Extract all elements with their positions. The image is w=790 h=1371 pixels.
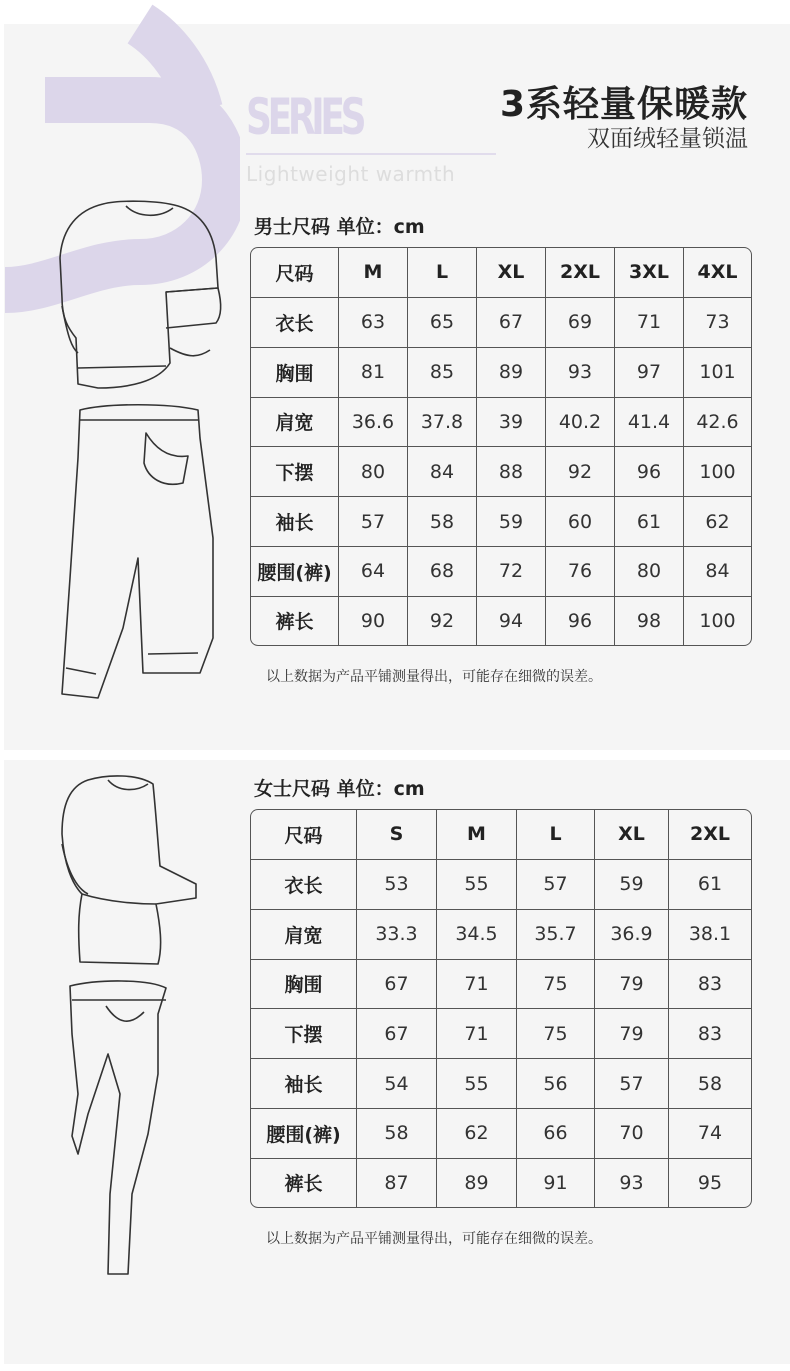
row-label: 下摆 [251,1009,357,1059]
row-label: 衣长 [251,298,339,348]
row-label: 胸围 [251,960,357,1010]
table-cell: 93 [595,1159,669,1207]
table-cell: 75 [517,1009,595,1059]
table-cell: 57 [339,497,408,547]
table-cell: 35.7 [517,910,595,960]
table-cell: 73 [684,298,751,348]
row-label: 裤长 [251,597,339,645]
men-size-heading: 男士尺码 单位：cm [254,216,425,238]
women-garment-illustration [48,774,228,1284]
table-cell: 61 [669,860,751,910]
table-cell: 81 [339,348,408,398]
table-header-row [251,248,751,298]
table-cell: 80 [339,447,408,497]
table-cell: 96 [615,447,684,497]
table-cell: 67 [357,960,437,1010]
table-cell: 61 [615,497,684,547]
table-cell: 75 [517,960,595,1010]
table-cell: 92 [408,597,477,645]
tagline-english: Lightweight warmth [246,162,456,186]
table-cell: 57 [595,1059,669,1109]
table-cell: 67 [357,1009,437,1059]
table-row [251,1059,751,1109]
table-cell: 67 [477,298,546,348]
table-cell: 33.3 [357,910,437,960]
table-cell: 38.1 [669,910,751,960]
column-header: 4XL [684,248,751,298]
table-cell: 84 [408,447,477,497]
table-cell: 71 [437,1009,517,1059]
table-cell: 89 [477,348,546,398]
table-cell: 88 [477,447,546,497]
table-row [251,298,751,348]
column-header: 2XL [546,248,615,298]
table-cell: 59 [477,497,546,547]
column-header: L [517,810,595,860]
row-label: 腰围(裤) [251,547,339,597]
row-label: 胸围 [251,348,339,398]
table-cell: 62 [437,1109,517,1159]
table-row [251,910,751,960]
table-row [251,960,751,1010]
table-cell: 85 [408,348,477,398]
table-cell: 58 [357,1109,437,1159]
table-cell: 36.9 [595,910,669,960]
table-cell: 62 [684,497,751,547]
table-cell: 55 [437,1059,517,1109]
table-cell: 101 [684,348,751,398]
table-row [251,1009,751,1059]
column-header: 2XL [669,810,751,860]
column-header: 尺码 [251,810,357,860]
table-cell: 100 [699,609,736,632]
page-title: 3系轻量保暖款 [499,84,748,125]
table-cell: 87 [357,1159,437,1207]
table-row [251,497,751,547]
table-cell: 59 [595,860,669,910]
table-cell: 60 [546,497,615,547]
table-row [251,348,751,398]
table-row [251,547,751,597]
table-row [251,1159,751,1207]
table-cell: 58 [669,1059,751,1109]
table-header-row [251,810,751,860]
table-cell: 56 [517,1059,595,1109]
table-cell: 71 [437,960,517,1010]
table-cell: 79 [595,1009,669,1059]
column-header: 3XL [615,248,684,298]
table-cell: 94 [477,597,546,645]
table-cell: 42.6 [684,398,751,448]
table-cell: 54 [357,1059,437,1109]
table-cell: 66 [517,1109,595,1159]
column-header: XL [477,248,546,298]
men-size-table [250,247,752,646]
table-cell: 98 [615,597,684,645]
table-cell: 68 [408,547,477,597]
series-wordmark: SERIES [246,88,363,146]
column-header: M [437,810,517,860]
table-cell: 76 [546,547,615,597]
table-cell: 83 [669,960,751,1010]
column-header: 尺码 [251,248,339,298]
table-cell: 96 [546,597,615,645]
table-cell: 71 [615,298,684,348]
series-divider [246,153,496,155]
table-row [251,1109,751,1159]
table-cell: 89 [437,1159,517,1207]
row-label: 肩宽 [251,398,339,448]
column-header: L [408,248,477,298]
table-cell: 90 [339,597,408,645]
table-cell: 63 [339,298,408,348]
table-cell: 83 [669,1009,751,1059]
table-cell: 58 [408,497,477,547]
row-label: 下摆 [251,447,339,497]
table-cell: 40.2 [546,398,615,448]
table-cell: 64 [339,547,408,597]
table-cell: 74 [669,1109,751,1159]
row-label: 袖长 [251,1059,357,1109]
row-label: 裤长 [251,1159,357,1207]
table-cell: 37.8 [408,398,477,448]
table-cell: 36.6 [339,398,408,448]
table-cell: 97 [615,348,684,398]
page-subtitle: 双面绒轻量锁温 [587,126,748,152]
table-row [251,860,751,910]
table-cell: 91 [517,1159,595,1207]
table-cell: 55 [437,860,517,910]
row-label: 腰围(裤) [251,1109,357,1159]
table-cell: 79 [595,960,669,1010]
table-cell: 34.5 [437,910,517,960]
column-header: S [357,810,437,860]
table-cell: 70 [595,1109,669,1159]
table-cell: 65 [408,298,477,348]
women-size-heading: 女士尺码 单位：cm [254,778,425,800]
table-row [251,398,751,448]
table-row [251,597,751,645]
table-cell: 72 [477,547,546,597]
men-measurement-note: 以上数据为产品平铺测量得出，可能存在细微的误差。 [266,669,602,685]
table-cell: 93 [546,348,615,398]
men-garment-illustration [48,198,228,718]
table-row [251,447,751,497]
table-cell: 39 [477,398,546,448]
table-cell: 95 [697,1171,723,1194]
column-header: XL [595,810,669,860]
table-cell: 69 [546,298,615,348]
column-header: M [339,248,408,298]
table-cell: 53 [357,860,437,910]
row-label: 肩宽 [251,910,357,960]
table-cell: 80 [615,547,684,597]
table-cell: 92 [546,447,615,497]
table-cell: 84 [684,547,751,597]
table-cell: 41.4 [615,398,684,448]
women-measurement-note: 以上数据为产品平铺测量得出，可能存在细微的误差。 [266,1231,602,1247]
table-cell: 100 [684,447,751,497]
table-cell: 57 [517,860,595,910]
women-size-table [250,809,752,1208]
row-label: 衣长 [251,860,357,910]
row-label: 袖长 [251,497,339,547]
